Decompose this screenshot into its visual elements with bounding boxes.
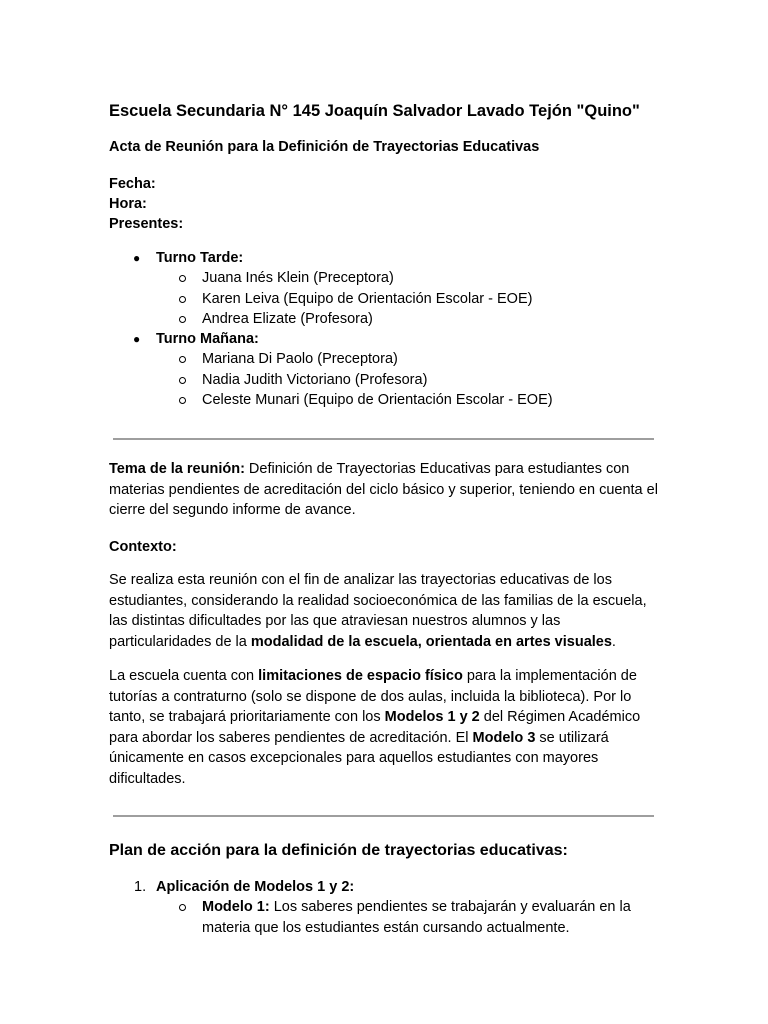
text-run: del Régimen Académico para abordar los saberes pendientes de acreditación. El: [109, 709, 641, 746]
text-run: .: [611, 633, 616, 650]
modelo-1-text: Los saberes pendientes se trabajarán y evaluarán en la materia que los estudiantes están cursando actualmente.: [202, 899, 631, 936]
bullet-icon: ●: [133, 332, 141, 346]
fecha-label: Fecha:: [109, 176, 156, 192]
bullet-icon: ●: [133, 251, 141, 265]
document-title: Acta de Reunión para la Definición de Trayectorias Educativas: [109, 139, 540, 155]
circle-bullet-icon: [179, 296, 186, 303]
attendee-item: Nadia Judith Victoriano (Profesora): [202, 372, 428, 388]
tema-text: Definición de Trayectorias Educativas para estudiantes con materias pendientes de acreditación del ciclo básico y superior, teniendo en cuenta el cierre del segundo informe de avance.: [109, 461, 658, 518]
circle-bullet-icon: [179, 275, 186, 282]
contexto-label: Contexto:: [109, 539, 177, 555]
attendee-item: Andrea Elizate (Profesora): [202, 311, 373, 327]
circle-bullet-icon: [179, 356, 186, 363]
list-number: 1.: [134, 879, 147, 895]
text-run: para la implementación de tutorías a contraturno (solo se dispone de dos aulas, incluida la biblioteca). Por lo tanto, se trabajará prioritariamente con los: [109, 668, 637, 725]
attendee-item: Celeste Munari (Equipo de Orientación Escolar - EOE): [202, 392, 553, 408]
bold-run: Modelo 3: [472, 729, 536, 746]
bold-run: limitaciones de espacio físico: [258, 668, 463, 684]
hora-label: Hora:: [109, 196, 147, 212]
bold-run: modalidad de la escuela, orientada en artes visuales: [250, 633, 612, 650]
horizontal-divider: [113, 815, 654, 817]
modelo-1-label: Modelo 1:: [202, 899, 270, 915]
tema-label: Tema de la reunión:: [109, 461, 245, 477]
circle-bullet-icon: [179, 397, 186, 404]
horizontal-divider: [113, 438, 654, 440]
tema-paragraph: [109, 459, 665, 521]
contexto-paragraph-2: [109, 666, 665, 789]
turno-tarde-label: Turno Tarde:: [156, 250, 244, 266]
text-run: se utilizará únicamente en casos excepcionales para aquellos estudiantes con mayores dificultades.: [109, 729, 609, 787]
plan-heading: Plan de acción para la definición de trayectorias educativas:: [109, 842, 568, 859]
circle-bullet-icon: [179, 904, 186, 911]
school-title: Escuela Secundaria N° 145 Joaquín Salvador Lavado Tejón "Quino": [109, 102, 640, 120]
presentes-label: Presentes:: [109, 216, 184, 232]
text-run: Se realiza esta reunión con el fin de analizar las trayectorias educativas de los estudiantes, considerando la realidad socioeconómica de las familias de la escuela, las distintas dificultades por las que atraviesan nuestros alumnos y las particularidades de la: [109, 572, 647, 650]
circle-bullet-icon: [179, 316, 186, 323]
turno-manana-label: Turno Mañana:: [156, 331, 259, 347]
attendee-item: Juana Inés Klein (Preceptora): [202, 270, 394, 286]
attendee-item: Karen Leiva (Equipo de Orientación Escolar - EOE): [202, 291, 533, 307]
modelo-1-item: [202, 897, 662, 938]
bold-run: Modelos 1 y 2: [384, 709, 480, 725]
text-run: La escuela cuenta con: [109, 668, 259, 684]
attendee-item: Mariana Di Paolo (Preceptora): [202, 351, 398, 367]
contexto-paragraph-1: [109, 570, 665, 652]
circle-bullet-icon: [179, 377, 186, 384]
plan-item-1-label: Aplicación de Modelos 1 y 2:: [156, 879, 355, 895]
